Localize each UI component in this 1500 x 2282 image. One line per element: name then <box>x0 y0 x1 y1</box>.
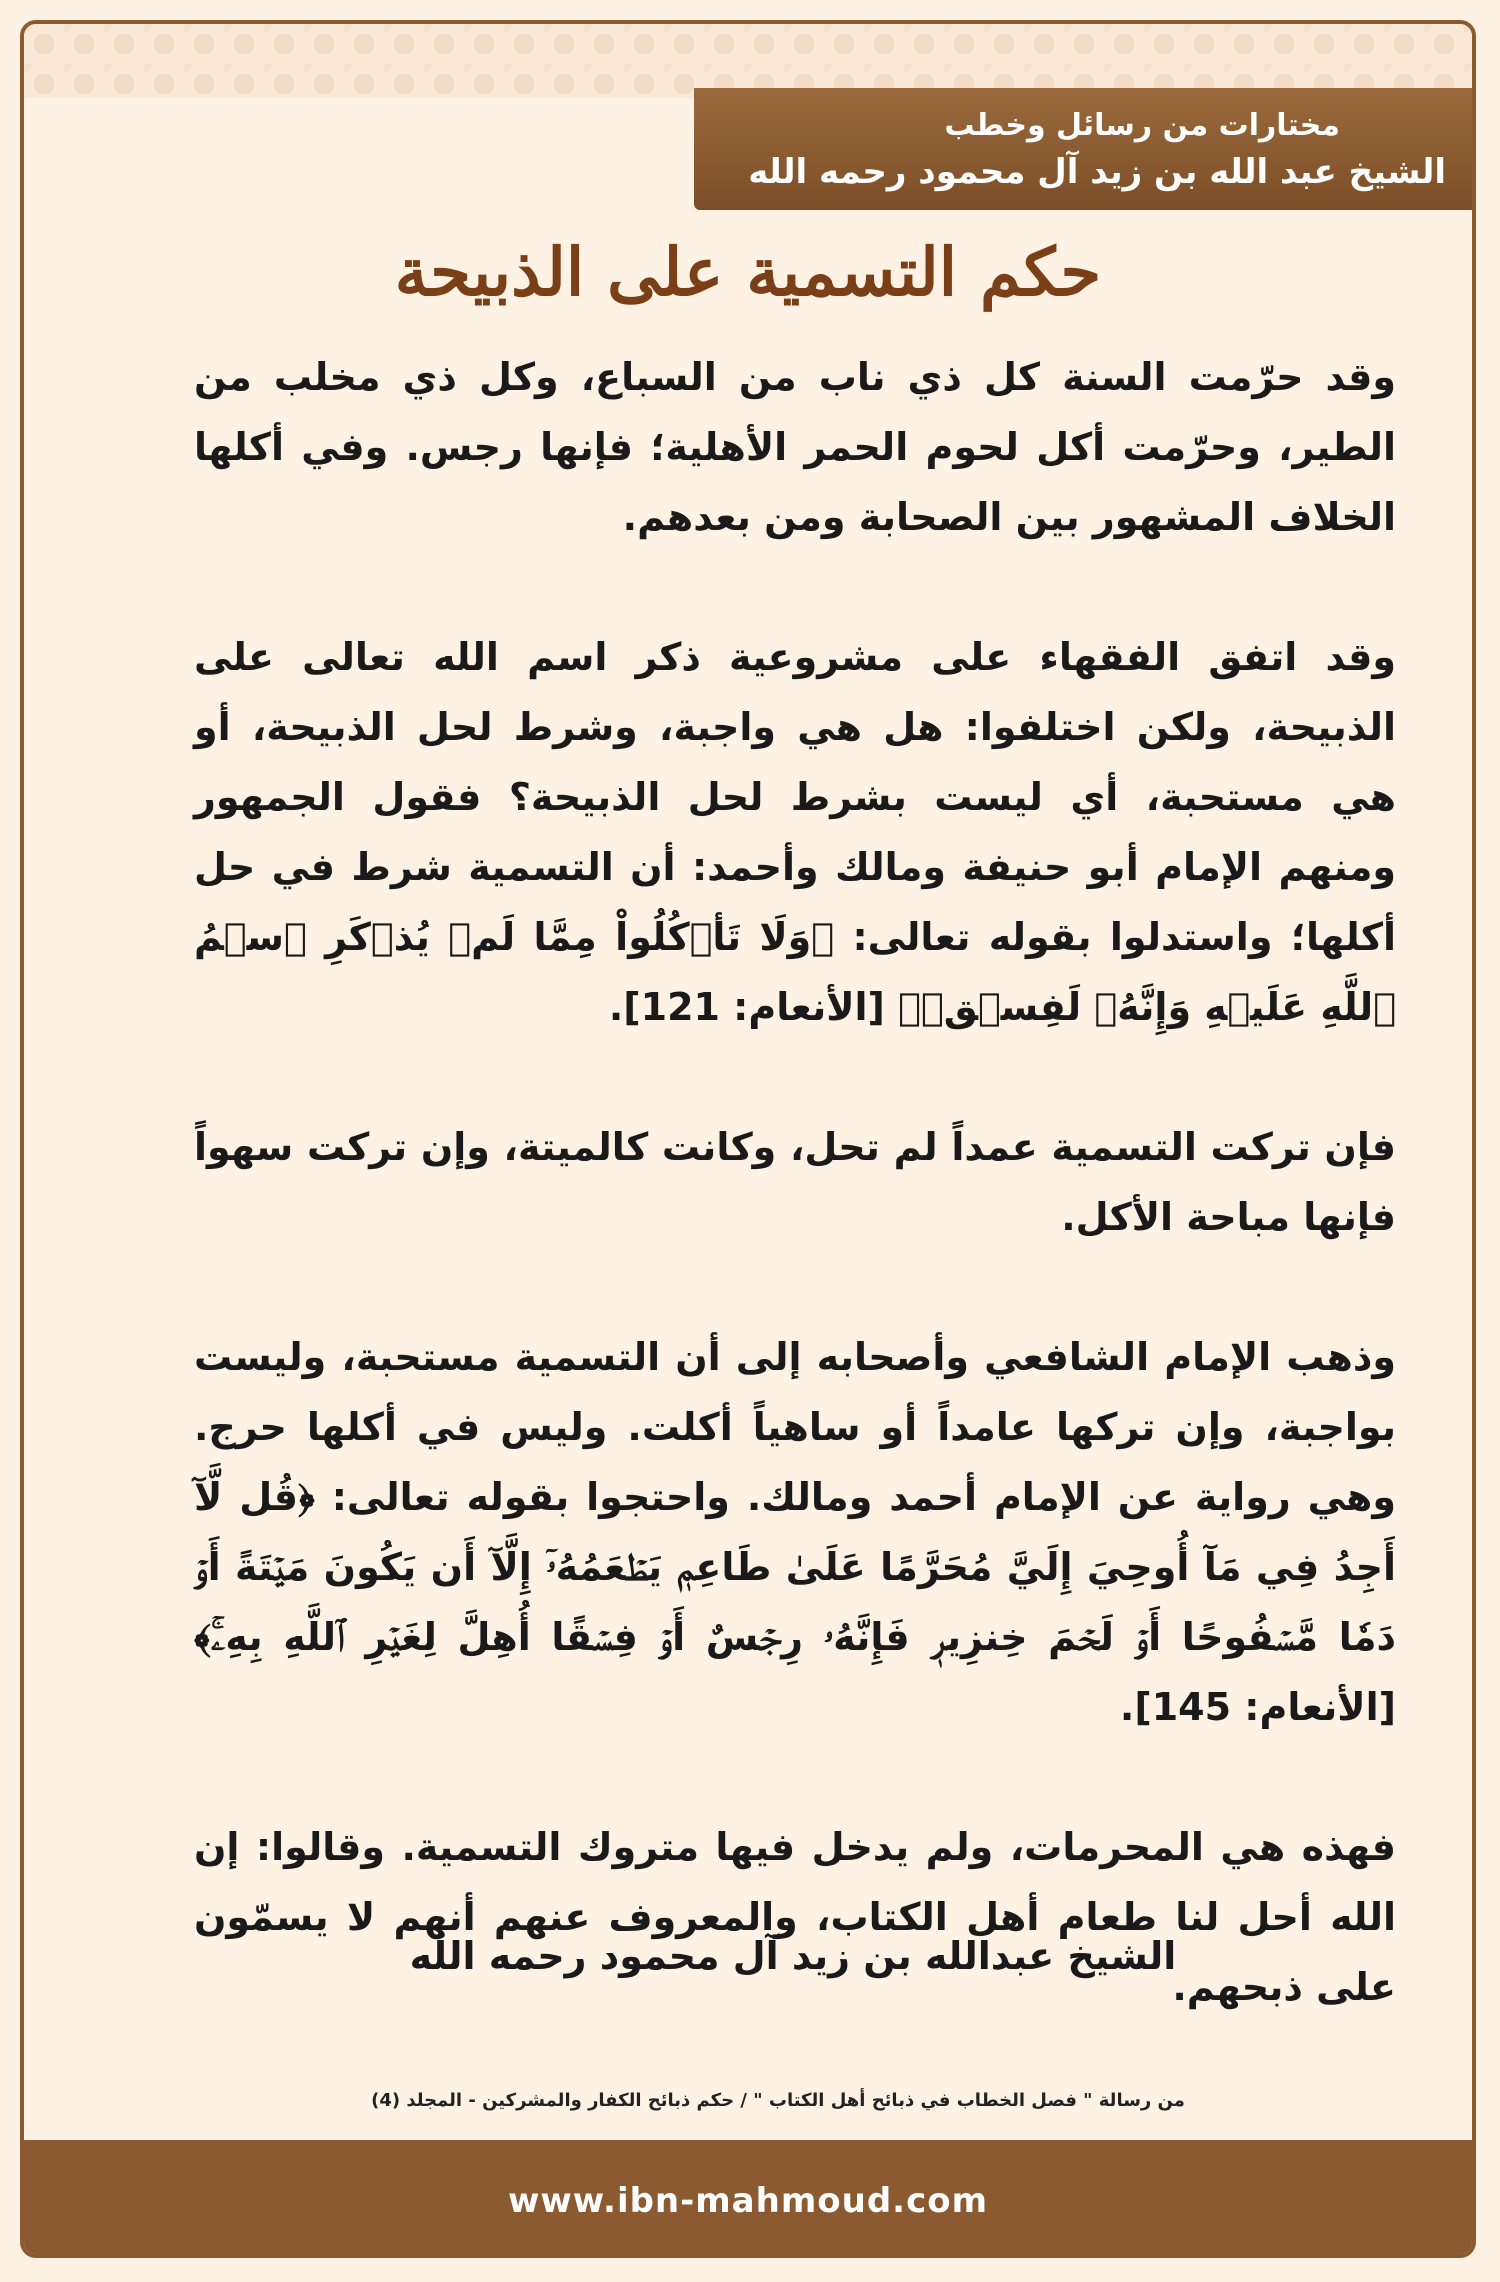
paragraph-4: وذهب الإمام الشافعي وأصحابه إلى أن التسمية مستحبة، وليست بواجبة، وإن تركها عامداً أو ساهياً أكلت. وليس في أكلها حرج. وهي رواية عن الإمام أحمد ومالك. واحتجوا بقوله تعالى: ﴿قُل لَّآ أَجِدُ فِي مَآ أُوحِيَ إِلَيَّ مُحَرَّمًا عَلَىٰ طَاعِمٖ يَطۡعَمُهُۥٓ إِلَّآ أَن يَكُونَ مَيۡتَةً أَوۡ دَمٗا مَّسۡفُوحًا أَوۡ لَحۡمَ خِنزِيرٖ فَإِنَّهُۥ رِجۡسٌ أَوۡ فِسۡقًا أُهِلَّ لِغَيۡرِ ٱللَّهِ بِهِۦۚ﴾ [الأنعام: 145]. <box>194 1335 1396 1729</box>
decorative-pattern-band <box>24 24 1472 98</box>
series-title: مختارات من رسائل وخطب <box>944 108 1340 143</box>
article-title: حكم التسمية على الذبيحة <box>394 233 1102 311</box>
paragraph-5: فهذه هي المحرمات، ولم يدخل فيها متروك التسمية. وقالوا: إن الله أحل لنا طعام أهل الكتاب، والمعروف عنهم أنهم لا يسمّون على ذبحهم. <box>194 1825 1396 2009</box>
article-body <box>194 342 1396 2022</box>
paragraph-3: فإن تركت التسمية عمداً لم تحل، وكانت كالميتة، وإن تركت سهواً فإنها مباحة الأكل. <box>194 1125 1396 1239</box>
series-header <box>694 88 1472 210</box>
series-author: الشيخ عبد الله بن زيد آل محمود رحمه الله <box>748 152 1446 192</box>
website-link[interactable]: www.ibn-mahmoud.com <box>507 2181 989 2221</box>
page-frame <box>20 20 1476 2258</box>
footer-bar <box>24 2140 1472 2258</box>
author-signature: الشيخ عبدالله بن زيد آل محمود رحمه الله <box>409 1934 1177 1978</box>
paragraph-1: وقد حرّمت السنة كل ذي ناب من السباع، وكل ذي مخلب من الطير، وحرّمت أكل لحوم الحمر الأهلية؛ فإنها رجس. وفي أكلها الخلاف المشهور بين الصحابة ومن بعدهم. <box>194 355 1396 539</box>
source-citation: من رسالة " فصل الخطاب في ذبائح أهل الكتاب " / حكم ذبائح الكفار والمشركين - المجلد (4) <box>371 2090 1185 2111</box>
paragraph-2: وقد اتفق الفقهاء على مشروعية ذكر اسم الله تعالى على الذبيحة، ولكن اختلفوا: هل هي واجبة، وشرط لحل الذبيحة، أو هي مستحبة، أي ليست بشرط لحل الذبيحة؟ فقول الجمهور ومنهم الإمام أبو حنيفة ومالك وأحمد: أن التسمية شرط في حل أكلها؛ واستدلوا بقوله تعالى: ﴿وَلَا تَأۡكُلُواْ مِمَّا لَمۡ يُذۡكَرِ ٱسۡمُ ٱللَّهِ عَلَيۡهِ وَإِنَّهُۥ لَفِسۡقٞ﴾ [الأنعام: 121]. <box>194 635 1396 1029</box>
